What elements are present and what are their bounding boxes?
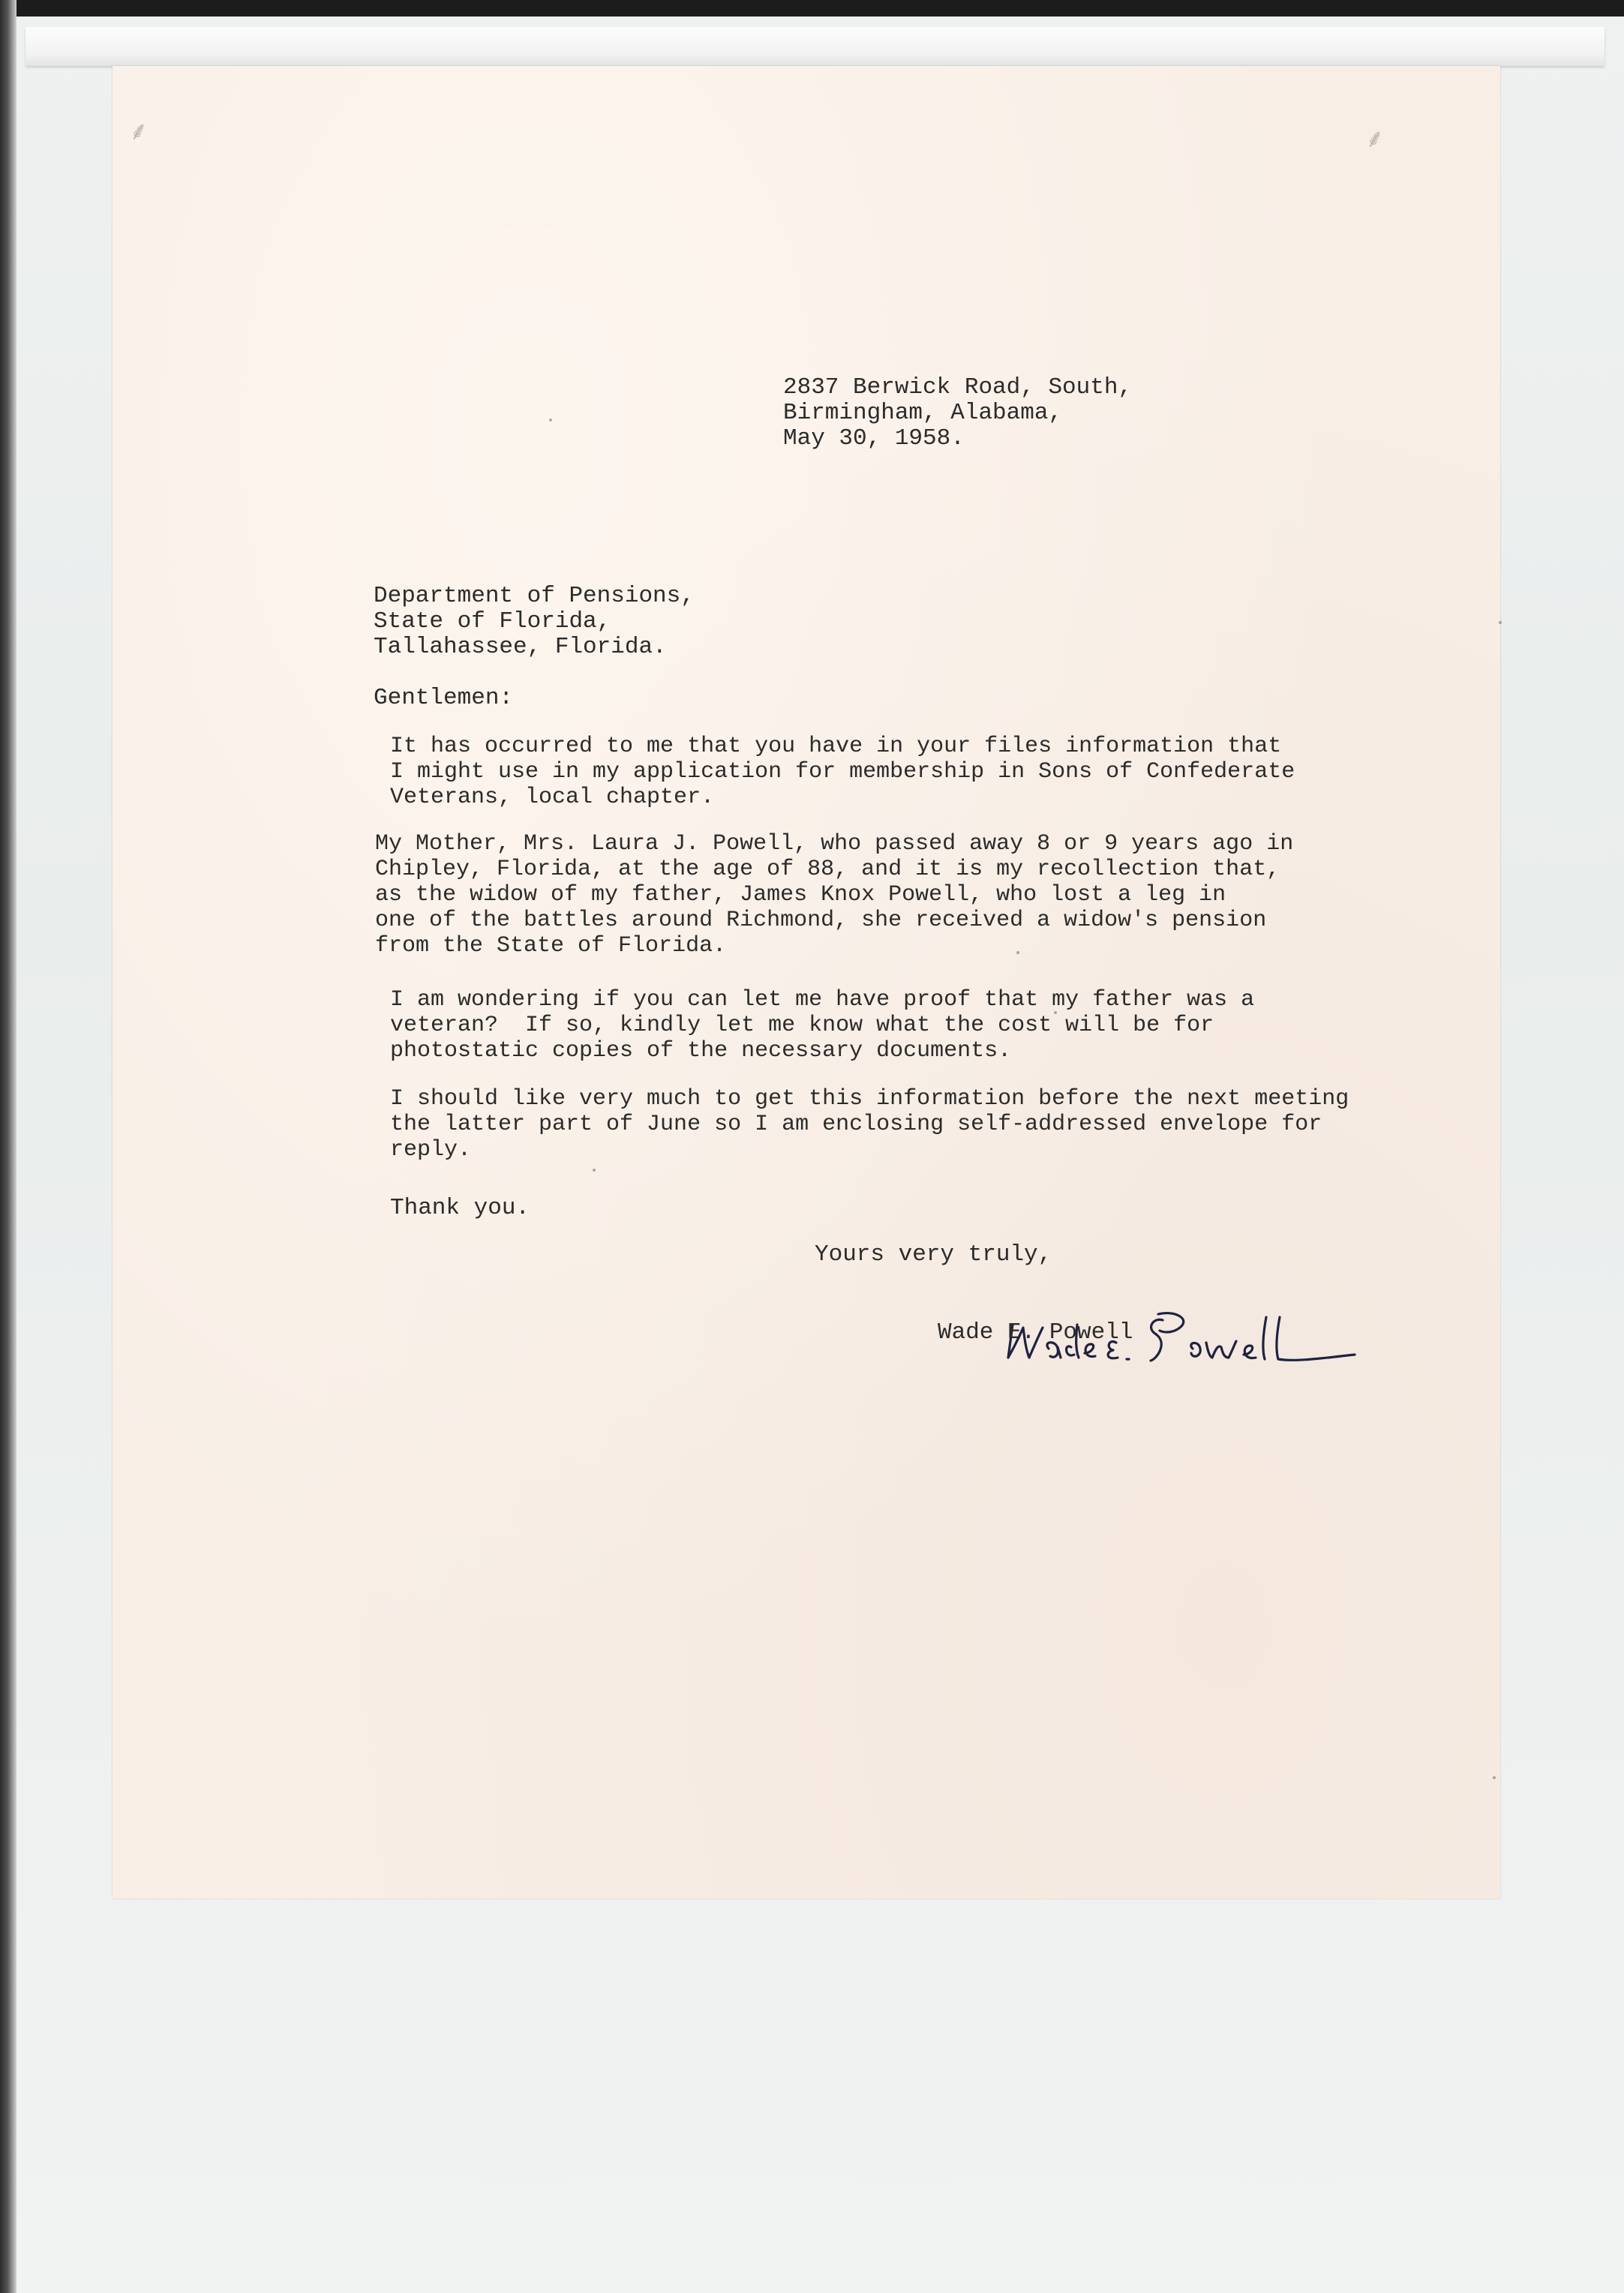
recipient-line-2: State of Florida, [374,608,611,635]
paper-speck [1493,1776,1496,1779]
paragraph-line: It has occurred to me that you have in your files information that [390,734,1282,759]
staple-tear-right-icon: ⸙ [1365,127,1385,155]
sender-city: Birmingham, Alabama, [783,400,1063,426]
recipient-line-1: Department of Pensions, [374,583,695,609]
paragraph-line: reply. [390,1137,472,1163]
paragraph-line: photostatic copies of the necessary documents. [390,1038,1012,1064]
paragraph-line: as the widow of my father, James Knox Powell, who lost a leg in [375,882,1226,908]
scan-top-edge [0,0,1624,17]
staple-tear-left-icon: ⸙ [129,119,149,148]
letter-page [113,66,1500,1898]
paragraph-line: one of the battles around Richmond, she received a widow's pension [375,908,1267,933]
paragraph-line: I should like very much to get this information before the next meeting [390,1086,1349,1112]
recipient-line-3: Tallahassee, Florida. [374,634,667,660]
paragraph-line: from the State of Florida. [375,933,727,959]
sender-street: 2837 Berwick Road, South, [783,374,1133,401]
paragraph-1 [390,734,1295,810]
paragraph-3 [390,987,1254,1064]
paragraph-2 [375,831,1293,959]
scan-left-edge [0,0,17,2293]
paragraph-4 [390,1086,1349,1163]
paragraph-line: the latter part of June so I am enclosing self-addressed envelope for [390,1112,1322,1137]
salutation: Gentlemen: [374,685,514,711]
paragraph-line: I am wondering if you can let me have proof that my father was a [390,987,1255,1013]
paper-speck [1499,621,1502,624]
typed-signature-name: Wade E. Powell [938,1319,1133,1346]
paragraph-line: veteran? If so, kindly let me know what the cost will be for [390,1013,1214,1038]
paper-clip-strip [26,27,1604,66]
paragraph-line: My Mother, Mrs. Laura J. Powell, who passed away 8 or 9 years ago in [375,831,1294,857]
letter-date: May 30, 1958. [783,425,965,452]
paragraph-line: I might use in my application for membership in Sons of Confederate [390,759,1295,785]
closing: Yours very truly, [815,1241,1052,1268]
paragraph-line: Veterans, local chapter. [390,785,715,810]
paper-speck [593,1169,596,1172]
paragraph-line: Chipley, Florida, at the age of 88, and it is my recollection that, [375,857,1280,882]
thank-you-line: Thank you. [390,1195,530,1221]
paper-speck [549,419,552,422]
